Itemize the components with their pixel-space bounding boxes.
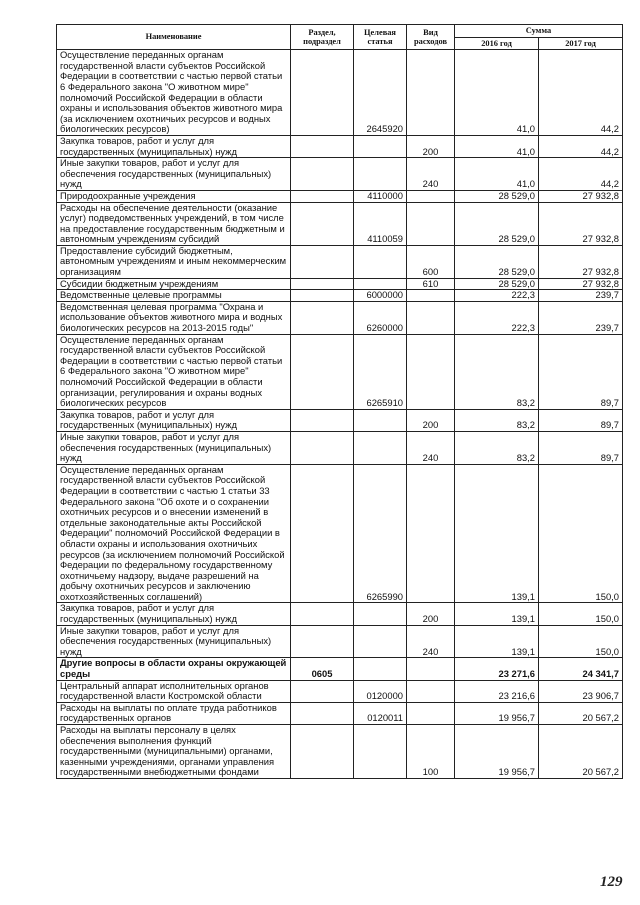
row-target-article-cell (354, 245, 407, 278)
row-expense-type-cell: 610 (407, 278, 455, 290)
row-expense-type-cell (407, 190, 455, 202)
row-name-cell: Субсидии бюджетным учреждениям (57, 278, 291, 290)
row-target-article-cell (354, 158, 407, 191)
table-row (57, 725, 623, 779)
row-sum-2017-cell: 20 567,2 (539, 725, 623, 779)
row-razdel-cell (291, 625, 354, 658)
row-expense-type-cell (407, 464, 455, 603)
row-expense-type-cell (407, 50, 455, 136)
row-target-article-cell: 6260000 (354, 301, 407, 334)
table-row (57, 245, 623, 278)
table-row (57, 135, 623, 157)
row-target-article-cell: 6000000 (354, 290, 407, 302)
row-sum-2016-cell: 23 271,6 (455, 658, 539, 680)
row-expense-type-cell (407, 702, 455, 724)
row-name-cell: Иные закупки товаров, работ и услуг для обеспечения государственных (муниципальных) нужд (57, 625, 291, 658)
table-row (57, 680, 623, 702)
row-name-cell: Ведомственная целевая программа "Охрана и использование объектов животного мира и водных биологических ресурсов на 2013-2015 годы" (57, 301, 291, 334)
row-name-cell: Центральный аппарат исполнительных органов государственной власти Костромской области (57, 680, 291, 702)
row-sum-2016-cell: 41,0 (455, 135, 539, 157)
header-target-article: Целевая статья (354, 25, 407, 50)
header-razdel: Раздел, подраздел (291, 25, 354, 50)
row-expense-type-cell (407, 658, 455, 680)
row-razdel-cell (291, 278, 354, 290)
row-razdel-cell (291, 50, 354, 136)
row-razdel-cell (291, 431, 354, 464)
row-razdel-cell (291, 158, 354, 191)
row-sum-2016-cell: 222,3 (455, 301, 539, 334)
row-sum-2017-cell: 89,7 (539, 431, 623, 464)
row-name-cell: Осуществление переданных органам государственной власти субъектов Российской Федерации в соответствии с частью 1 статьи 33 Федерального закона "Об охоте и о сохранении охотничьих ресурсов и о внесении изменений в отдельные законодательные акты Российской Федерации" полномочий Российской Федерации в области охраны и использования охотничьих ресурсов (за исключением полномочий Российской Федерации по федеральному государственному охотничьему надзору, выдаче разрешений на добычу охотничьих ресурсов и заключению охотхозяйственных соглашений) (57, 464, 291, 603)
row-sum-2016-cell: 23 216,6 (455, 680, 539, 702)
row-sum-2016-cell: 139,1 (455, 603, 539, 625)
row-sum-2017-cell: 27 932,8 (539, 202, 623, 245)
page-number: 129 (600, 874, 623, 890)
row-name-cell: Осуществление переданных органам государственной власти субъектов Российской Федерации в соответствии с частью первой статьи 6 Федерального закона "О животном мире" полномочий Российской Федерации в области охраны и использования объектов животного мира (за исключением охотничьих ресурсов и водных биологических ресурсов) (57, 50, 291, 136)
row-sum-2016-cell: 28 529,0 (455, 202, 539, 245)
row-expense-type-cell (407, 202, 455, 245)
header-year-2016: 2016 год (455, 37, 539, 50)
row-expense-type-cell (407, 301, 455, 334)
row-name-cell: Закупка товаров, работ и услуг для государственных (муниципальных) нужд (57, 135, 291, 157)
row-sum-2017-cell: 89,7 (539, 334, 623, 409)
row-sum-2017-cell: 20 567,2 (539, 702, 623, 724)
row-sum-2016-cell: 28 529,0 (455, 245, 539, 278)
row-expense-type-cell: 600 (407, 245, 455, 278)
row-sum-2017-cell: 44,2 (539, 50, 623, 136)
row-sum-2017-cell: 27 932,8 (539, 190, 623, 202)
table-row (57, 158, 623, 191)
row-sum-2017-cell: 89,7 (539, 409, 623, 431)
row-sum-2017-cell: 239,7 (539, 301, 623, 334)
table-row (57, 301, 623, 334)
row-sum-2016-cell: 222,3 (455, 290, 539, 302)
row-expense-type-cell: 200 (407, 135, 455, 157)
header-row-1 (57, 25, 623, 38)
row-expense-type-cell: 240 (407, 431, 455, 464)
header-expense-type: Вид расходов (407, 25, 455, 50)
row-sum-2016-cell: 41,0 (455, 50, 539, 136)
row-sum-2016-cell: 19 956,7 (455, 702, 539, 724)
table-row (57, 409, 623, 431)
table-row (57, 202, 623, 245)
table-row (57, 334, 623, 409)
row-target-article-cell: 6265910 (354, 334, 407, 409)
table-row (57, 50, 623, 136)
row-razdel-cell (291, 725, 354, 779)
table-body (57, 50, 623, 779)
row-razdel-cell (291, 334, 354, 409)
row-sum-2017-cell: 44,2 (539, 135, 623, 157)
row-expense-type-cell (407, 334, 455, 409)
table-row (57, 603, 623, 625)
row-razdel-cell (291, 603, 354, 625)
row-razdel-cell (291, 245, 354, 278)
row-razdel-cell (291, 202, 354, 245)
row-sum-2016-cell: 83,2 (455, 431, 539, 464)
row-name-cell: Расходы на выплаты по оплате труда работников государственных органов (57, 702, 291, 724)
row-sum-2016-cell: 83,2 (455, 409, 539, 431)
table-row (57, 464, 623, 603)
row-expense-type-cell: 200 (407, 409, 455, 431)
row-target-article-cell: 4110059 (354, 202, 407, 245)
row-sum-2016-cell: 28 529,0 (455, 190, 539, 202)
row-name-cell: Другие вопросы в области охраны окружающей среды (57, 658, 291, 680)
row-target-article-cell (354, 431, 407, 464)
row-razdel-cell (291, 702, 354, 724)
header-year-2017: 2017 год (539, 37, 623, 50)
row-sum-2016-cell: 28 529,0 (455, 278, 539, 290)
row-razdel-cell (291, 190, 354, 202)
row-name-cell: Закупка товаров, работ и услуг для государственных (муниципальных) нужд (57, 409, 291, 431)
row-name-cell: Предоставление субсидий бюджетным, автономным учреждениям и иным некоммерческим организациям (57, 245, 291, 278)
row-razdel-cell (291, 135, 354, 157)
row-target-article-cell (354, 658, 407, 680)
row-target-article-cell: 2645920 (354, 50, 407, 136)
table-row (57, 290, 623, 302)
row-target-article-cell (354, 625, 407, 658)
row-sum-2017-cell: 27 932,8 (539, 245, 623, 278)
row-sum-2017-cell: 24 341,7 (539, 658, 623, 680)
row-name-cell: Природоохранные учреждения (57, 190, 291, 202)
table-row (57, 278, 623, 290)
row-name-cell: Ведомственные целевые программы (57, 290, 291, 302)
row-expense-type-cell: 100 (407, 725, 455, 779)
row-target-article-cell: 6265990 (354, 464, 407, 603)
row-sum-2016-cell: 83,2 (455, 334, 539, 409)
row-name-cell: Осуществление переданных органам государственной власти субъектов Российской Федерации в соответствии с частью первой статьи 6 Федерального закона "О животном мире" полномочий Российской Федерации в области организации, регулирования и охраны водных биологических ресурсов (57, 334, 291, 409)
row-sum-2017-cell: 27 932,8 (539, 278, 623, 290)
row-sum-2016-cell: 139,1 (455, 625, 539, 658)
row-target-article-cell (354, 725, 407, 779)
row-expense-type-cell (407, 680, 455, 702)
row-expense-type-cell: 240 (407, 625, 455, 658)
row-sum-2016-cell: 19 956,7 (455, 725, 539, 779)
budget-table (56, 24, 623, 779)
row-target-article-cell (354, 278, 407, 290)
row-sum-2017-cell: 44,2 (539, 158, 623, 191)
row-name-cell: Закупка товаров, работ и услуг для государственных (муниципальных) нужд (57, 603, 291, 625)
row-target-article-cell (354, 409, 407, 431)
row-razdel-cell: 0605 (291, 658, 354, 680)
budget-table-sheet (56, 24, 622, 779)
row-razdel-cell (291, 680, 354, 702)
table-row (57, 625, 623, 658)
row-name-cell: Расходы на обеспечение деятельности (оказание услуг) подведомственных учреждений, в том числе на предоставление государственным бюджетным и автономным учреждениям субсидий (57, 202, 291, 245)
row-name-cell: Расходы на выплаты персоналу в целях обеспечения выполнения функций государственными (муниципальными) органами, казенными учреждениями, органами управления государственными внебюджетными фондами (57, 725, 291, 779)
table-row (57, 190, 623, 202)
row-razdel-cell (291, 409, 354, 431)
row-expense-type-cell: 240 (407, 158, 455, 191)
row-target-article-cell (354, 603, 407, 625)
row-name-cell: Иные закупки товаров, работ и услуг для обеспечения государственных (муниципальных) нужд (57, 431, 291, 464)
table-row (57, 658, 623, 680)
row-sum-2017-cell: 239,7 (539, 290, 623, 302)
row-sum-2017-cell: 150,0 (539, 603, 623, 625)
row-target-article-cell: 4110000 (354, 190, 407, 202)
row-name-cell: Иные закупки товаров, работ и услуг для обеспечения государственных (муниципальных) нужд (57, 158, 291, 191)
table-row (57, 702, 623, 724)
row-target-article-cell: 0120000 (354, 680, 407, 702)
row-sum-2016-cell: 139,1 (455, 464, 539, 603)
row-sum-2017-cell: 23 906,7 (539, 680, 623, 702)
row-target-article-cell: 0120011 (354, 702, 407, 724)
header-sum: Сумма (455, 25, 623, 38)
header-name: Наименование (57, 25, 291, 50)
row-sum-2016-cell: 41,0 (455, 158, 539, 191)
row-razdel-cell (291, 301, 354, 334)
row-sum-2017-cell: 150,0 (539, 625, 623, 658)
row-razdel-cell (291, 290, 354, 302)
table-row (57, 431, 623, 464)
row-target-article-cell (354, 135, 407, 157)
row-sum-2017-cell: 150,0 (539, 464, 623, 603)
row-expense-type-cell: 200 (407, 603, 455, 625)
row-expense-type-cell (407, 290, 455, 302)
row-razdel-cell (291, 464, 354, 603)
